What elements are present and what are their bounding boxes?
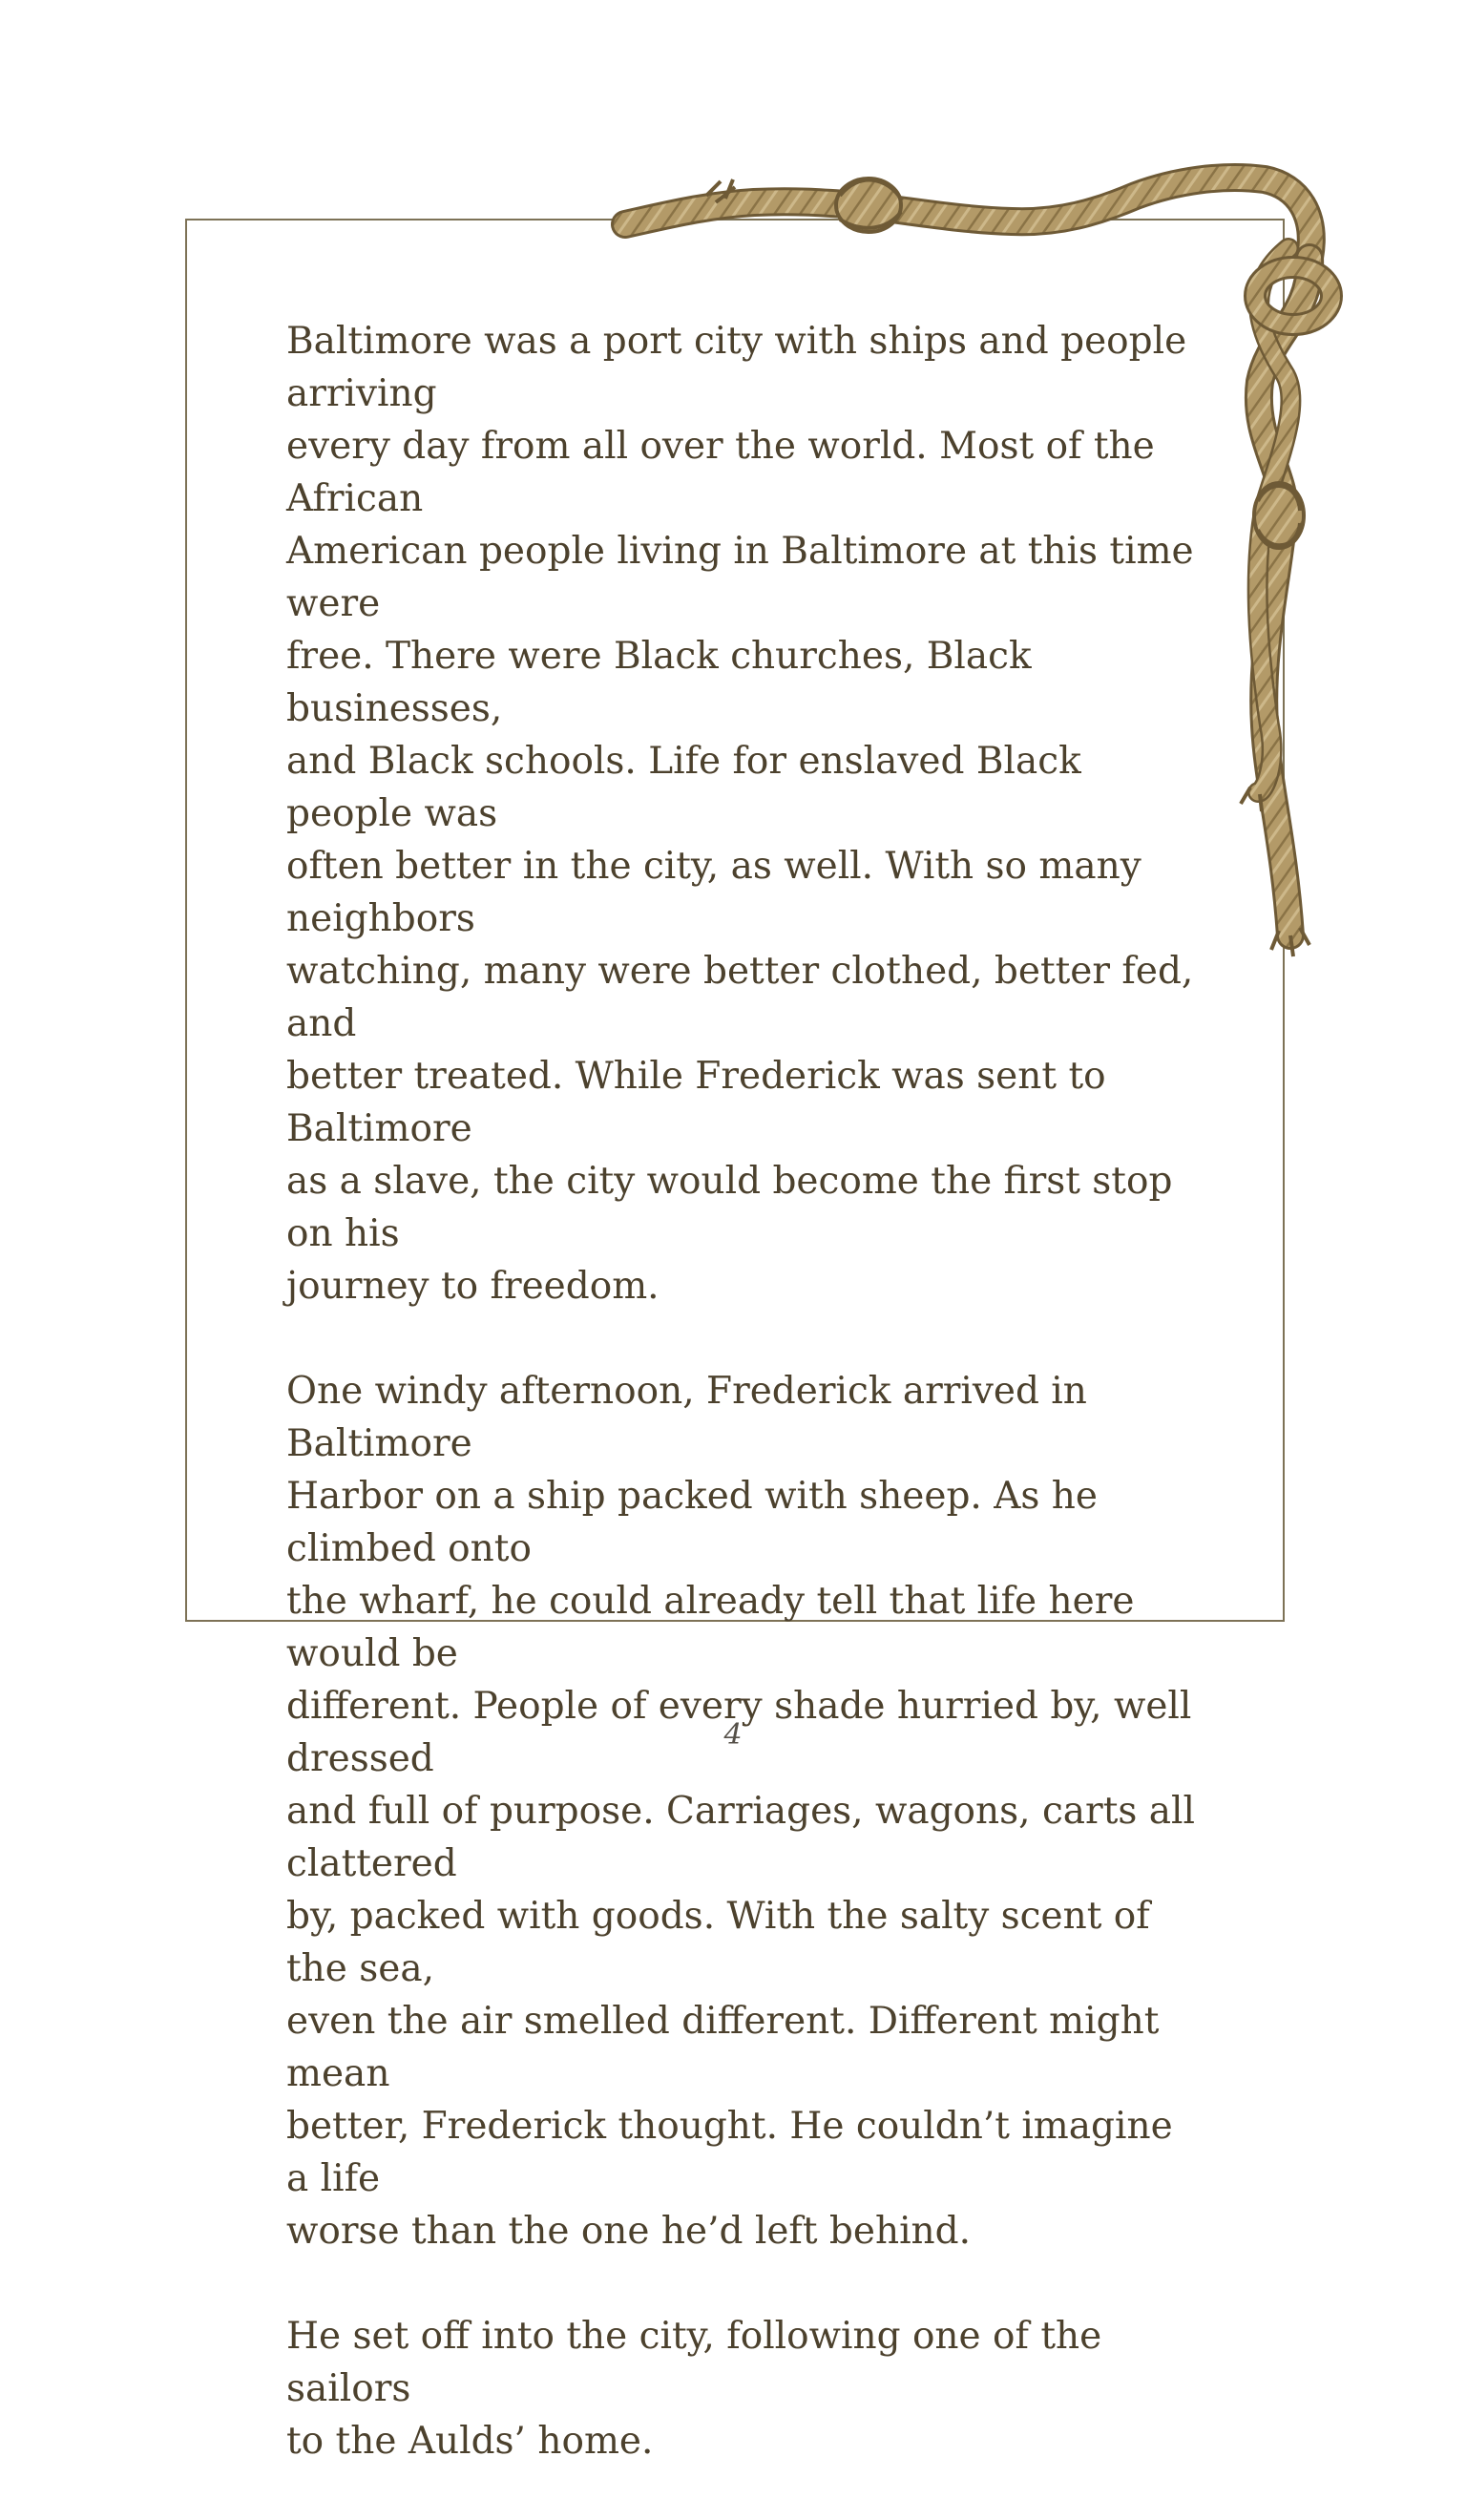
paragraph-1: Baltimore was a port city with ships and people arriving every day from all over the world. Most of the African American people living in Baltimore at this time were free. There were Black churches, Black businesses, and Black schools. Life for enslaved Black people was often better in the city, as well. With so many neighbors watching, many were better clothed, better fed, and better treated. While Frederick was sent to Baltimore as a slave, the city would become the first stop on his journey to freedom. [286, 320, 1194, 1308]
paragraph-3: He set off into the city, following one of the sailors to the Aulds’ home. [286, 2315, 1102, 2463]
paragraph-2: One windy afternoon, Frederick arrived in Baltimore Harbor on a ship packed with sheep. As he climbed onto the wharf, he could already tell that life here would be different. People of every shade hurried by, well dressed and full of purpose. Carriages, wagons, carts all clattered by, packed with goods. With the salty scent of the sea, even the air smelled different. Different might mean better, Frederick thought. He couldn’t imagine a life worse than the one he’d left behind. [286, 1370, 1195, 2253]
body-text [286, 315, 1203, 2520]
page-number: 4 [723, 1718, 743, 1752]
